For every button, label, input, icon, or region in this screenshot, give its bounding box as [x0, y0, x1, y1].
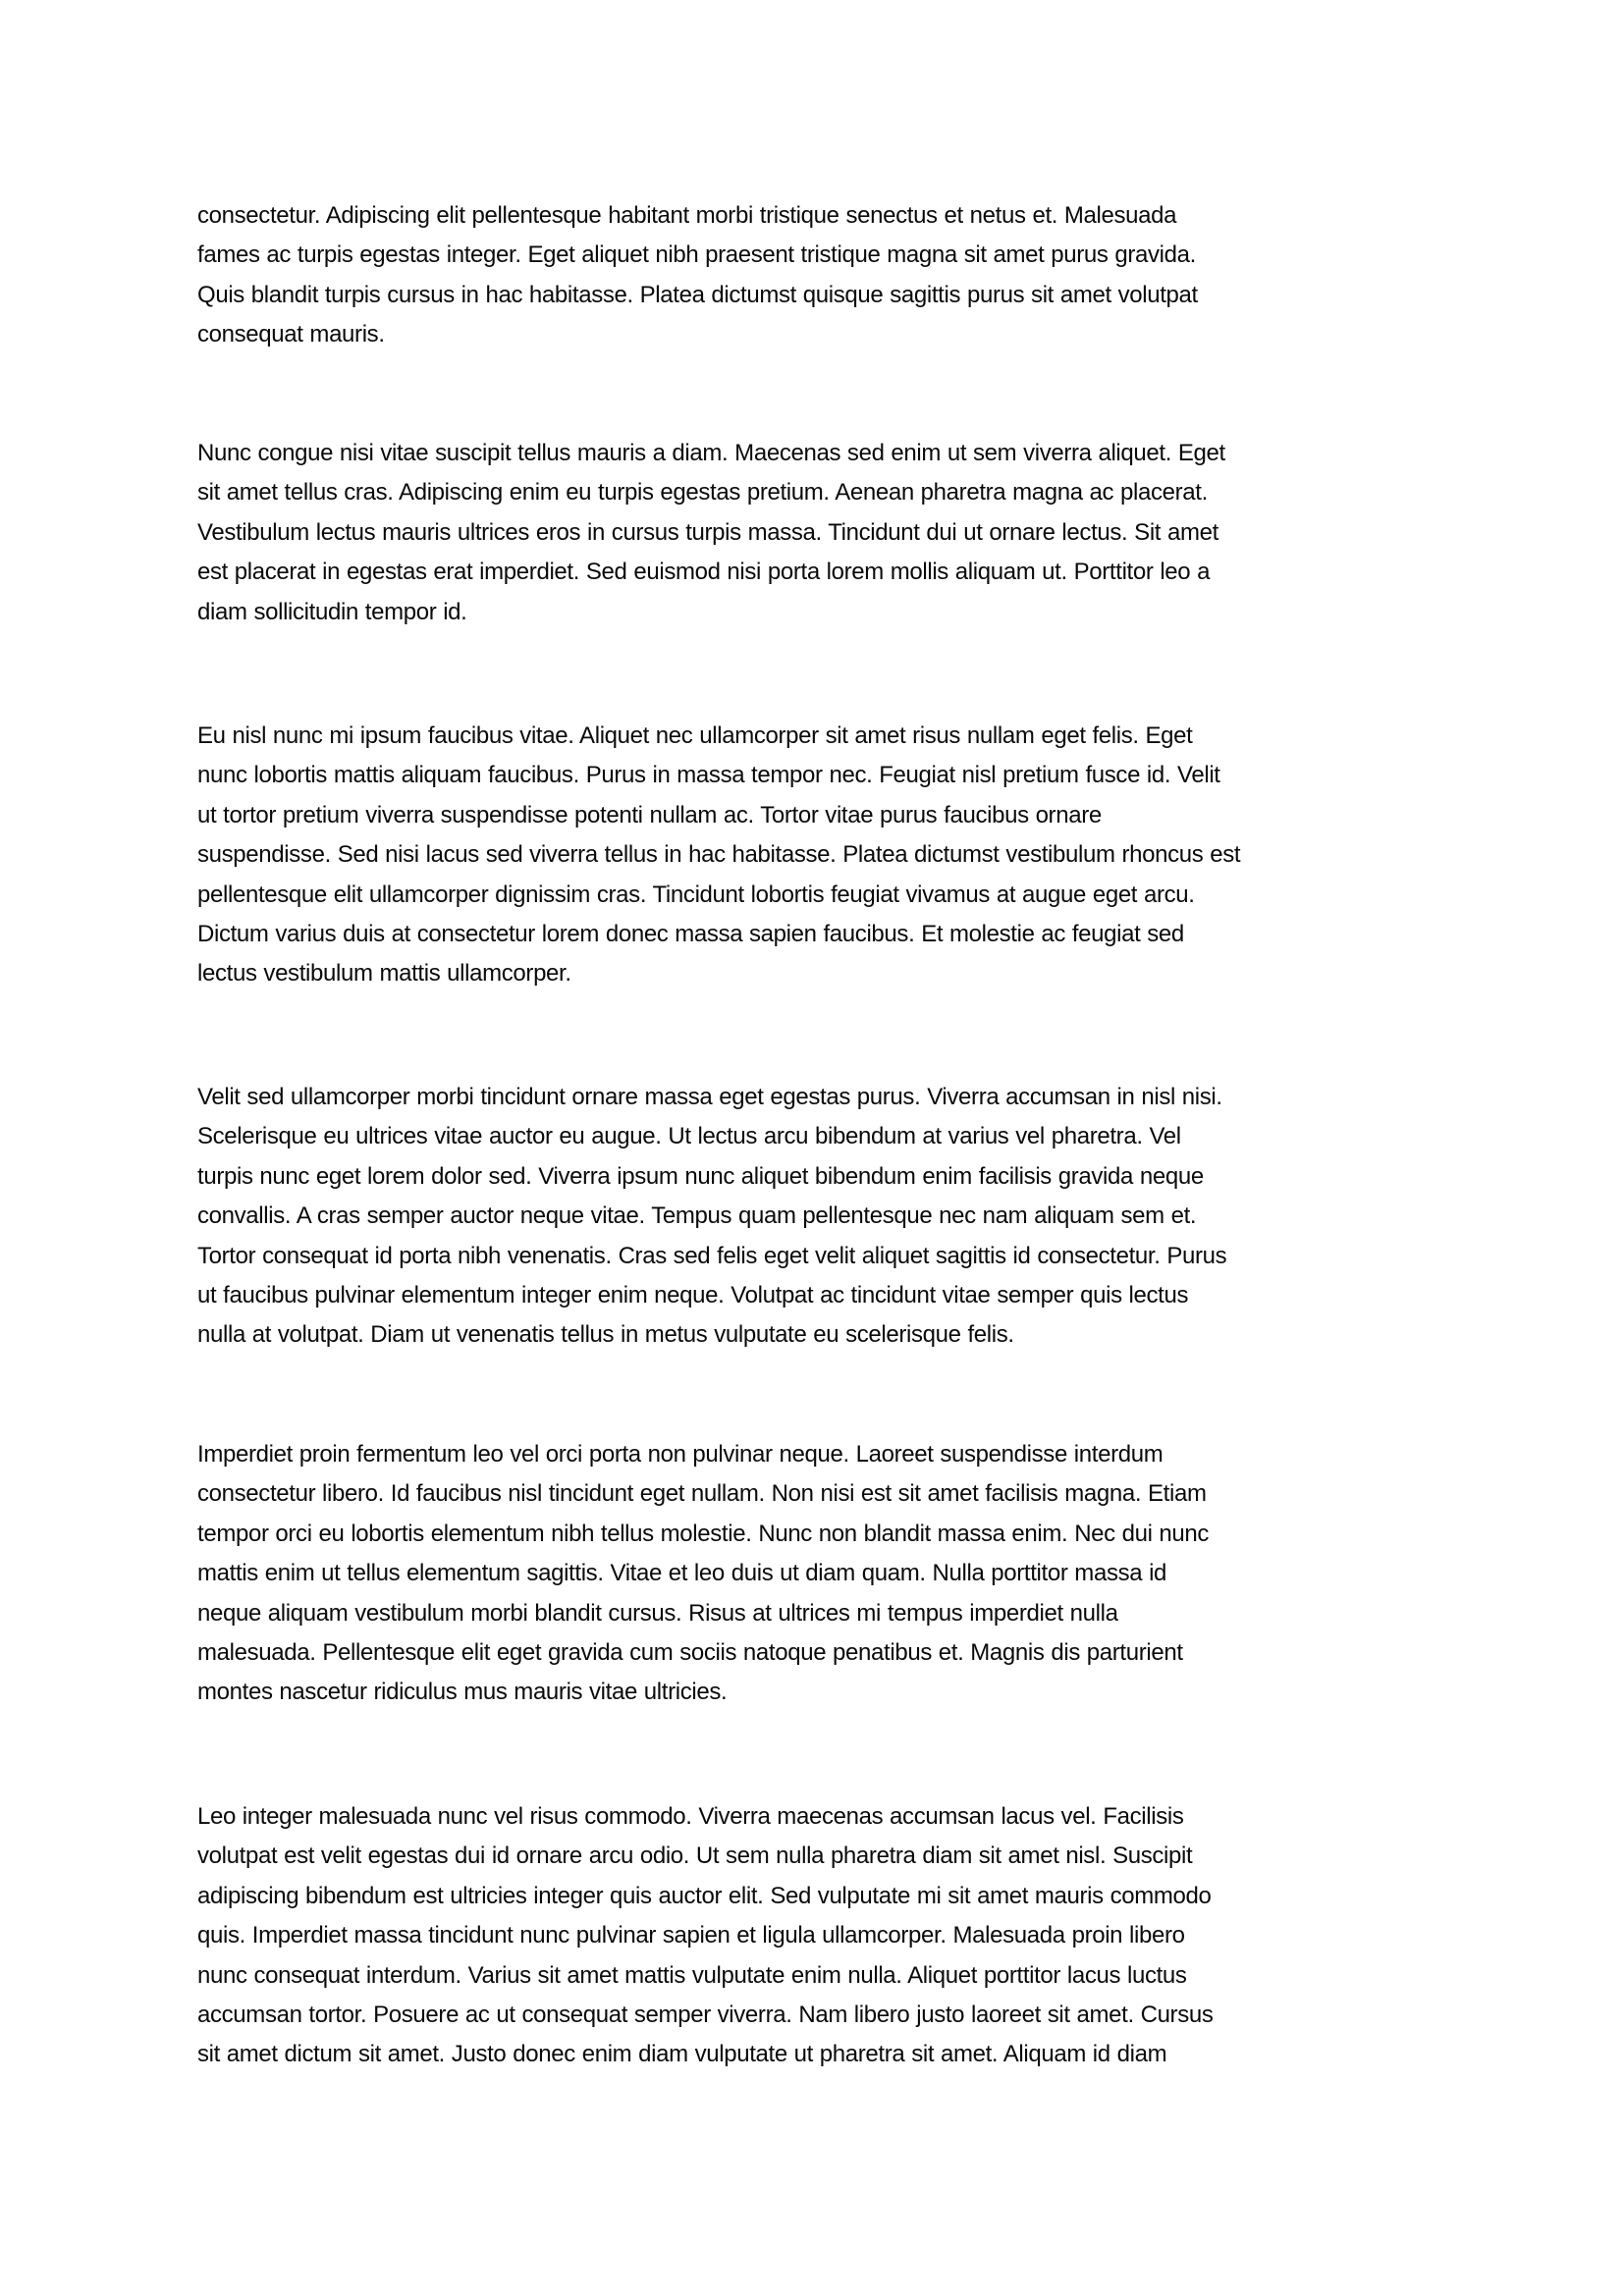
text-line: consequat mauris. [197, 321, 385, 348]
text-line: accumsan tortor. Posuere ac ut consequat semper viverra. Nam libero justo laoreet sit amet. Cursus [197, 2001, 1214, 2028]
text-line: mattis enim ut tellus elementum sagittis. Vitae et leo duis ut diam quam. Nulla porttitor massa id [197, 1560, 1167, 1587]
paragraph-5 [197, 1435, 1435, 1713]
text-line: Imperdiet proin fermentum leo vel orci porta non pulvinar neque. Laoreet suspendisse interdum [197, 1441, 1164, 1468]
text-line: ut tortor pretium viverra suspendisse potenti nullam ac. Tortor vitae purus faucibus ornare [197, 801, 1102, 828]
paragraph-3 [197, 717, 1435, 994]
text-line: sit amet tellus cras. Adipiscing enim eu turpis egestas pretium. Aenean pharetra magna ac placerat. [197, 479, 1208, 507]
text-line: consectetur. Adipiscing elit pellentesque habitant morbi tristique senectus et netus et. Malesuada [197, 202, 1177, 229]
text-line: pellentesque elit ullamcorper dignissim cras. Tincidunt lobortis feugiat vivamus at augue eget arcu. [197, 881, 1195, 908]
text-line: adipiscing bibendum est ultricies integer quis auctor elit. Sed vulputate mi sit amet mauris commodo [197, 1882, 1212, 1909]
text-line: diam sollicitudin tempor id. [197, 598, 467, 625]
text-line: sit amet dictum sit amet. Justo donec enim diam vulputate ut pharetra sit amet. Aliquam id diam [197, 2041, 1167, 2068]
text-line: quis. Imperdiet massa tincidunt nunc pulvinar sapien et ligula ullamcorper. Malesuada proin libero [197, 1922, 1185, 1949]
text-line: ut faucibus pulvinar elementum integer enim neque. Volutpat ac tincidunt vitae semper quis lectus [197, 1281, 1189, 1308]
text-line: suspendisse. Sed nisi lacus sed viverra tellus in hac habitasse. Platea dictumst vestibulum rhoncus est [197, 841, 1241, 869]
text-line: Velit sed ullamcorper morbi tincidunt ornare massa eget egestas purus. Viverra accumsan in nisl nisi. [197, 1084, 1222, 1110]
text-line: neque aliquam vestibulum morbi blandit cursus. Risus at ultrices mi tempus imperdiet nulla [197, 1599, 1118, 1627]
text-line: turpis nunc eget lorem dolor sed. Viverra ipsum nunc aliquet bibendum enim facilisis gravida neque [197, 1162, 1204, 1190]
text-line: convallis. A cras semper auctor neque vitae. Tempus quam pellentesque nec nam aliquam sem et. [197, 1202, 1197, 1230]
paragraph-6 [197, 1797, 1435, 2075]
text-line: Vestibulum lectus mauris ultrices eros in cursus turpis massa. Tincidunt dui ut ornare lectus. Sit amet [197, 518, 1218, 546]
text-line: tempor orci eu lobortis elementum nibh tellus molestie. Nunc non blandit massa enim. Nec dui nunc [197, 1520, 1210, 1547]
text-line: nulla at volutpat. Diam ut venenatis tellus in metus vulputate eu scelerisque felis. [197, 1321, 1014, 1349]
text-line: malesuada. Pellentesque elit eget gravida cum sociis natoque penatibus et. Magnis dis parturient [197, 1638, 1183, 1666]
text-line: Dictum varius duis at consectetur lorem donec massa sapien faucibus. Et molestie ac feugiat sed [197, 920, 1184, 947]
paragraph-1 [197, 196, 1435, 355]
text-line: volutpat est velit egestas dui id ornare arcu odio. Ut sem nulla pharetra diam sit amet nisl. Suscipit [197, 1842, 1193, 1870]
text-line: Scelerisque eu ultrices vitae auctor eu augue. Ut lectus arcu bibendum at varius vel pharetra. Vel [197, 1123, 1181, 1150]
text-line: est placerat in egestas erat imperdiet. Sed euismod nisi porta lorem mollis aliquam ut. Porttitor leo a [197, 559, 1211, 586]
text-line: Tortor consequat id porta nibh venenatis. Cras sed felis eget velit aliquet sagittis id consectetur. Purus [197, 1242, 1227, 1269]
text-line: nunc consequat interdum. Varius sit amet mattis vulputate enim nulla. Aliquet porttitor lacus luctus [197, 1961, 1187, 1989]
paragraph-4 [197, 1078, 1435, 1356]
text-line: Nunc congue nisi vitae suscipit tellus mauris a diam. Maecenas sed enim ut sem viverra aliquet. Eget [197, 440, 1225, 466]
paragraph-2 [197, 434, 1435, 632]
text-line: Quis blandit turpis cursus in hac habitasse. Platea dictumst quisque sagittis purus sit amet volutpat [197, 281, 1198, 308]
text-line: consectetur libero. Id faucibus nisl tincidunt eget nullam. Non nisi est sit amet facilisis magna. Etiam [197, 1480, 1207, 1508]
text-line: lectus vestibulum mattis ullamcorper. [197, 960, 571, 988]
text-line: Eu nisl nunc mi ipsum faucibus vitae. Aliquet nec ullamcorper sit amet risus nullam eget felis. Eget [197, 722, 1193, 749]
text-line: nunc lobortis mattis aliquam faucibus. Purus in massa tempor nec. Feugiat nisl pretium fusce id. Velit [197, 762, 1220, 789]
text-line: Leo integer malesuada nunc vel risus commodo. Viverra maecenas accumsan lacus vel. Facilisis [197, 1803, 1184, 1830]
text-line: fames ac turpis egestas integer. Eget aliquet nibh praesent tristique magna sit amet purus gravida. [197, 241, 1196, 269]
text-line: montes nascetur ridiculus mus mauris vitae ultricies. [197, 1679, 728, 1706]
